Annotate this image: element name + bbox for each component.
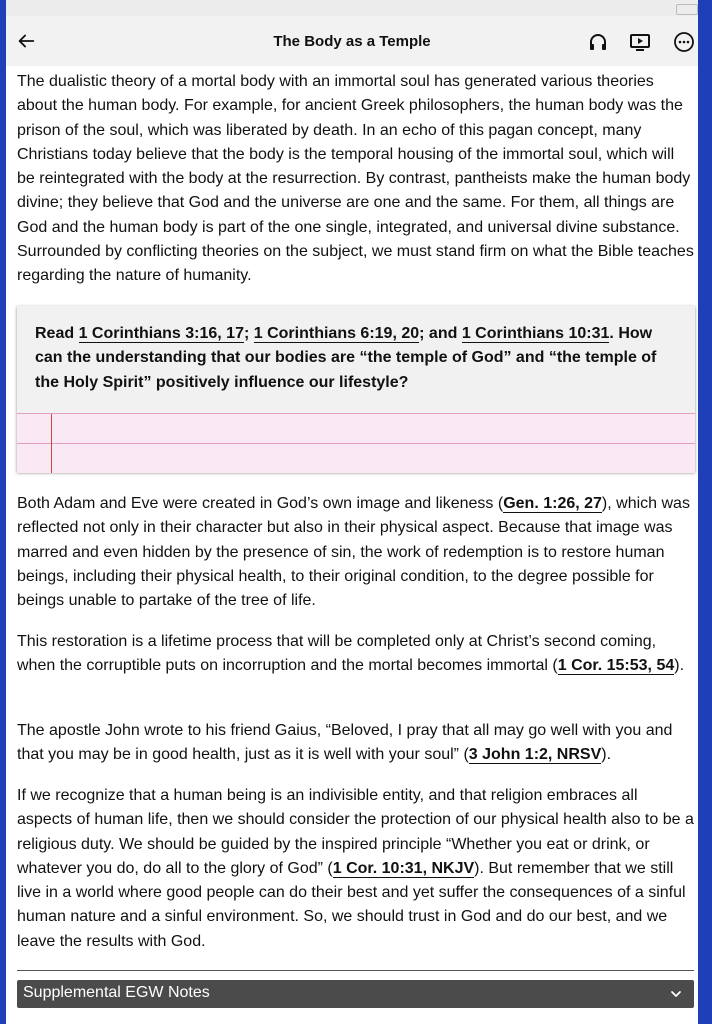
paragraph-image-of-god: Both Adam and Eve were created in God’s own image and likeness (Gen. 1:26, 27), which was reflected not only in their character but also in their physical aspect. Because that image was marred and even hidden by the presence of sin, the work of redemption is to restore human beings, including their physical health, to their original condition, to the degree possible for beings unable to partake of the tree of life.: [17, 495, 690, 610]
scripture-link[interactable]: 3 John 1:2, NRSV: [468, 746, 602, 764]
question-box: [17, 306, 695, 472]
top-navigation-bar: [6, 16, 698, 66]
scripture-link[interactable]: 1 Cor. 15:53, 54: [557, 657, 675, 675]
play-video-icon[interactable]: [628, 30, 652, 54]
scripture-link[interactable]: 1 Cor. 10:31, NKJV: [332, 859, 475, 877]
headphones-icon[interactable]: [586, 30, 610, 54]
paragraph-john: The apostle John wrote to his friend Gaius, “Beloved, I pray that all may go well with you and that you may be in good health, just as it is well with your soul” (3 John 1:2, NRSV).: [17, 722, 673, 764]
scripture-link[interactable]: 1 Corinthians 3:16, 17: [78, 325, 244, 342]
scripture-link[interactable]: 1 Corinthians 6:19, 20: [253, 325, 420, 342]
question-text: Read 1 Corinthians 3:16, 17; 1 Corinthians 6:19, 20; and 1 Corinthians 10:31. How can the understanding that our bodies are “the temple of God” and “the temple of the Holy Spirit” positively influence our lifestyle?: [35, 325, 657, 391]
egw-notes-dropdown[interactable]: [17, 980, 694, 1008]
paragraph-restoration: This restoration is a lifetime process that will be completed only at Christ’s second coming, when the corruptible puts on incorruption and the mortal becomes immortal (1 Cor. 15:53, 54).: [17, 633, 685, 675]
paragraph-health-duty: If we recognize that a human being is an indivisible entity, and that religion embraces all aspects of human life, then we should consider the protection of our physical health also to be a religious duty. We should be guided by the inspired principle “Whether you eat or drink, or whatever you do, do all to the glory of God” (1 Cor. 10:31, NKJV). But remember that we still live in a world where good people can do their best and yet suffer the consequences of a sinful human nature and a sinful environment. So, we should trust in God and do our best, and we leave the results with God.: [17, 787, 694, 950]
answer-input[interactable]: [17, 413, 695, 473]
answer-margin-line: [51, 414, 52, 473]
chevron-down-icon: [670, 988, 682, 1000]
scripture-link[interactable]: 1 Corinthians 10:31: [461, 325, 610, 342]
egw-notes-label: Supplemental EGW Notes: [23, 984, 210, 1001]
divider: [17, 970, 694, 971]
app-window: [6, 0, 698, 1024]
battery-icon: [676, 4, 698, 15]
status-bar: [6, 0, 698, 16]
answer-ruled-line: [17, 443, 695, 444]
paragraph-intro: The dualistic theory of a mortal body with an immortal soul has generated various theories about the human body. For example, for ancient Greek philosophers, the human body was the prison of the soul, which was liberated by death. In an echo of this pagan concept, many Christians today believe that the body is the temporal housing of the immortal soul, which will be reintegrated with the body at the resurrection. By contrast, pantheists make the human body divine; they believe that God and the universe are one and the same. For them, all things are God and the human body is part of the one single, integrated, and universal divine substance. Surrounded by conflicting theories on the subject, we must stand firm on what the Bible teaches regarding the nature of humanity.: [17, 73, 694, 285]
scripture-link[interactable]: Gen. 1:26, 27: [503, 495, 602, 512]
page-title: The Body as a Temple: [273, 33, 431, 50]
more-options-icon[interactable]: [672, 30, 696, 54]
